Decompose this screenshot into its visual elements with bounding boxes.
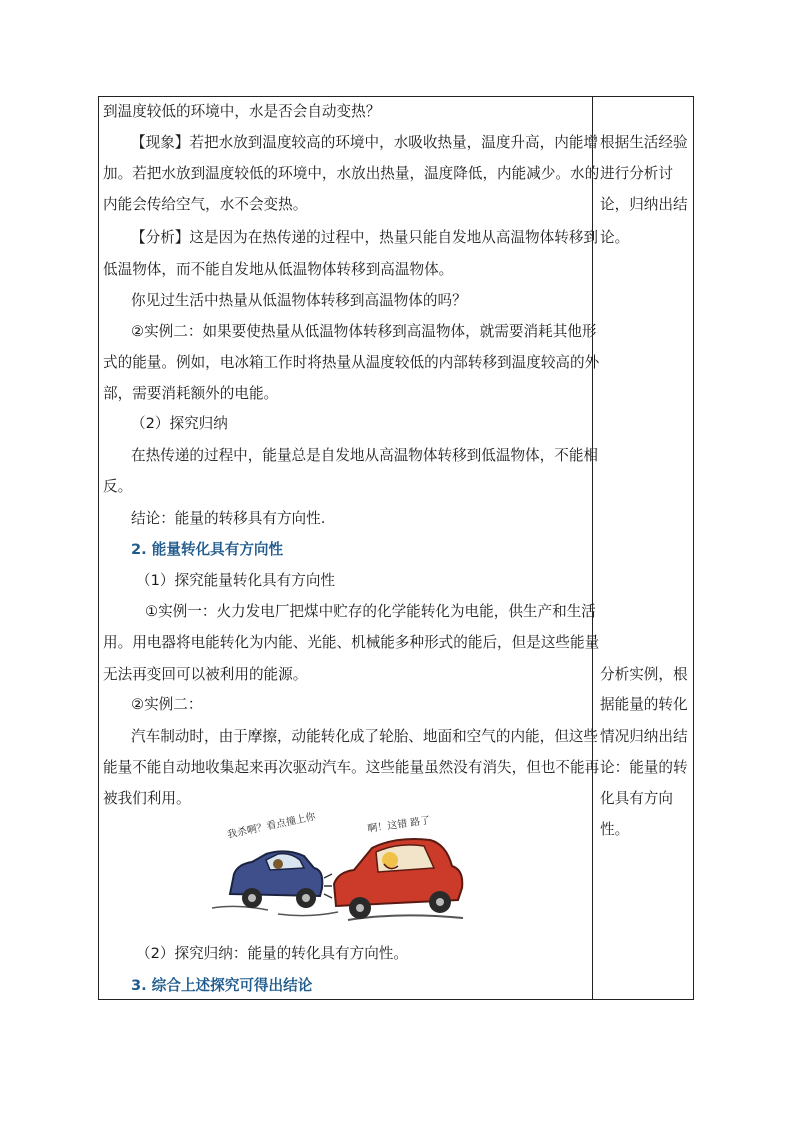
blue-car — [230, 851, 322, 908]
analysis-para: 【分析】这是因为在热传递的过程中，热量只能自发地从高温物体转移到 — [131, 229, 599, 246]
text-line: 无法再变回可以被利用的能源。 — [103, 666, 308, 683]
car-collision-illustration — [208, 808, 470, 930]
side-note-1-line: 根据生活经验 — [600, 134, 688, 151]
text-line: 部，需要消耗额外的电能。 — [103, 385, 279, 402]
side-note-2-line: 据能量的转化 — [600, 696, 688, 713]
text-line: 能量不能自动地收集起来再次驱动汽车。这些能量虽然没有消失，但也不能再 — [103, 759, 600, 776]
subheading: （1）探究能量转化具有方向性 — [136, 572, 336, 589]
text-line: 低温物体，而不能自发地从低温物体转移到高温物体。 — [103, 261, 454, 278]
section-heading: 2. 能量转化具有方向性 — [131, 541, 284, 558]
section-heading: 3. 综合上述探究可得出结论 — [131, 977, 313, 994]
question-line: 你见过生活中热量从低温物体转移到高温物体的吗？ — [131, 292, 467, 309]
red-car — [334, 839, 462, 919]
text-line: 用。用电器将电能转化为内能、光能、机械能多种形式的能后，但是这些能量 — [103, 634, 600, 651]
text-line: 加。若把水放到温度较低的环境中，水放出热量，温度降低，内能减少。水的 — [103, 165, 600, 182]
side-note-1-line: 论，归纳出结 — [600, 196, 688, 213]
example-two-para: ②实例二：如果要使热量从低温物体转移到高温物体，就需要消耗其他形 — [131, 323, 597, 340]
text-line: 内能会传给空气，水不会变热。 — [103, 196, 308, 213]
phenomenon-para: 【现象】若把水放到温度较高的环境中，水吸收热量，温度升高，内能增 — [131, 134, 599, 151]
induction-summary: （2）探究归纳：能量的转化具有方向性。 — [136, 945, 408, 962]
speech-bubble-right: 啊！这错 路了 — [366, 815, 431, 835]
side-note-2-line: 化具有方向 — [600, 790, 673, 807]
subheading: （2）探究归纳 — [131, 415, 228, 432]
braking-para: 汽车制动时，由于摩擦，动能转化成了轮胎、地面和空气的内能，但这些 — [131, 728, 599, 745]
text-line: 到温度较低的环境中，水是否会自动变热？ — [103, 103, 381, 120]
side-note-2-line: 分析实例，根 — [600, 666, 688, 683]
example-two-label: ②实例二： — [131, 696, 203, 713]
induction-para: 在热传递的过程中，能量总是自发地从高温物体转移到低温物体，不能相 — [131, 447, 599, 464]
text-line: 反。 — [103, 478, 133, 495]
side-note-2-line: 论：能量的转 — [600, 759, 688, 776]
side-note-1-line: 论。 — [600, 229, 630, 246]
text-line: 被我们利用。 — [103, 790, 191, 807]
side-note-2-line: 情况归纳出结 — [600, 728, 688, 745]
example-one-para: ①实例一：火力发电厂把煤中贮存的化学能转化为电能，供生产和生活 — [145, 603, 596, 620]
speech-bubble-left: 我杀啊？看点撞上你 — [226, 811, 317, 841]
text-line: 式的能量。例如，电冰箱工作时将热量从温度较低的内部转移到温度较高的外 — [103, 354, 600, 371]
conclusion-line: 结论：能量的转移具有方向性. — [131, 510, 326, 527]
side-note-2-line: 性。 — [600, 821, 630, 838]
side-note-1-line: 进行分析讨 — [600, 165, 673, 182]
